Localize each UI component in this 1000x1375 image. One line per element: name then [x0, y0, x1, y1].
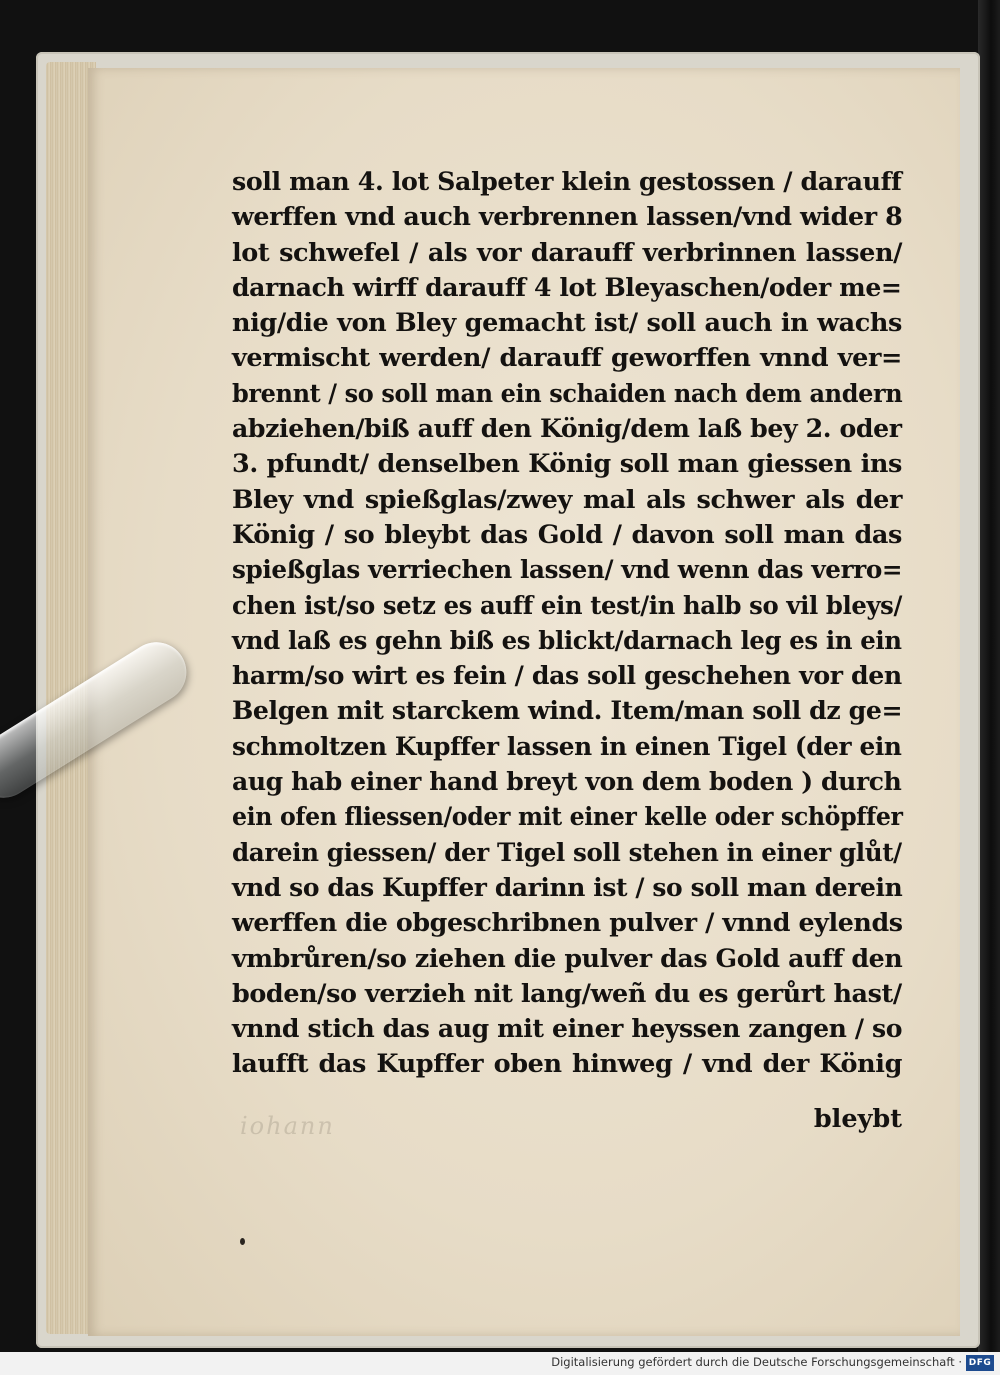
- text-line: Bley vnd spießglas/zwey mal als schwer als der: [232, 484, 902, 515]
- text-line: werffen vnd auch verbrennen lassen/vnd wider 8: [232, 202, 903, 233]
- text-line: brennt / so soll man ein schaiden nach dem andern: [232, 378, 903, 409]
- footer-bar: [0, 1352, 1000, 1375]
- text-line: abziehen/biß auff den König/dem laß bey 2. oder: [232, 414, 902, 445]
- text-line: vnd laß es gehn biß es blickt/darnach leg es in ein: [232, 625, 902, 656]
- text-line: vermischt werden/ darauff geworffen vnnd ver=: [232, 343, 902, 374]
- text-line: nig/die von Bley gemacht ist/ soll auch in wachs: [232, 308, 902, 339]
- text-line: laufft das Kupffer oben hinweg / vnd der König: [232, 1049, 902, 1080]
- catchword: bleybt: [813, 1104, 902, 1134]
- page-text-block: [232, 165, 902, 1083]
- text-line: spießglas verriechen lassen/ vnd wenn das verro=: [232, 555, 903, 586]
- text-line: aug hab einer hand breyt von dem boden ) durch: [232, 767, 902, 798]
- text-line: vmbrůren/so ziehen die pulver das Gold auff den: [232, 943, 903, 974]
- scan-edge: [978, 0, 1000, 1352]
- text-line: boden/so verzieh nit lang/weñ du es gerůrt hast/: [232, 978, 902, 1009]
- text-line: soll man 4. lot Salpeter klein gestossen / darauff: [232, 167, 902, 197]
- text-line: 3. pfundt/ denselben König soll man giessen ins: [232, 449, 902, 480]
- text-line: harm/so wirt es fein / das soll geschehen vor den: [232, 661, 902, 692]
- text-line: vnnd stich das aug mit einer heyssen zangen / so: [232, 1014, 903, 1045]
- text-line: darein giessen/ der Tigel soll stehen in einer glůt/: [232, 837, 902, 868]
- text-line: werffen die obgeschribnen pulver / vnnd eylends: [232, 908, 903, 939]
- text-line: schmoltzen Kupffer lassen in einen Tigel (der ein: [232, 731, 902, 762]
- bleed-through-text: iohann: [240, 1112, 335, 1140]
- ink-speck: [240, 1238, 245, 1245]
- text-line: König / so bleybt das Gold / davon soll man das: [232, 519, 902, 550]
- text-line: vnd so das Kupffer darinn ist / so soll man derein: [232, 872, 903, 903]
- text-line: chen ist/so setz es auff ein test/in halb so vil bleys/: [232, 590, 902, 621]
- footer-credit-text: Digitalisierung gefördert durch die Deutsche Forschungsgemeinschaft ·: [551, 1355, 962, 1369]
- text-line: darnach wirff darauff 4 lot Bleyaschen/oder me=: [232, 272, 902, 303]
- dfg-logo[interactable]: DFG: [966, 1355, 994, 1371]
- text-line: ein ofen fliessen/oder mit einer kelle oder schöpffer: [232, 802, 903, 833]
- text-line: lot schwefel / als vor darauff verbrinnen lassen/: [232, 237, 902, 268]
- text-line: Belgen mit starckem wind. Item/man soll dz ge=: [232, 696, 903, 727]
